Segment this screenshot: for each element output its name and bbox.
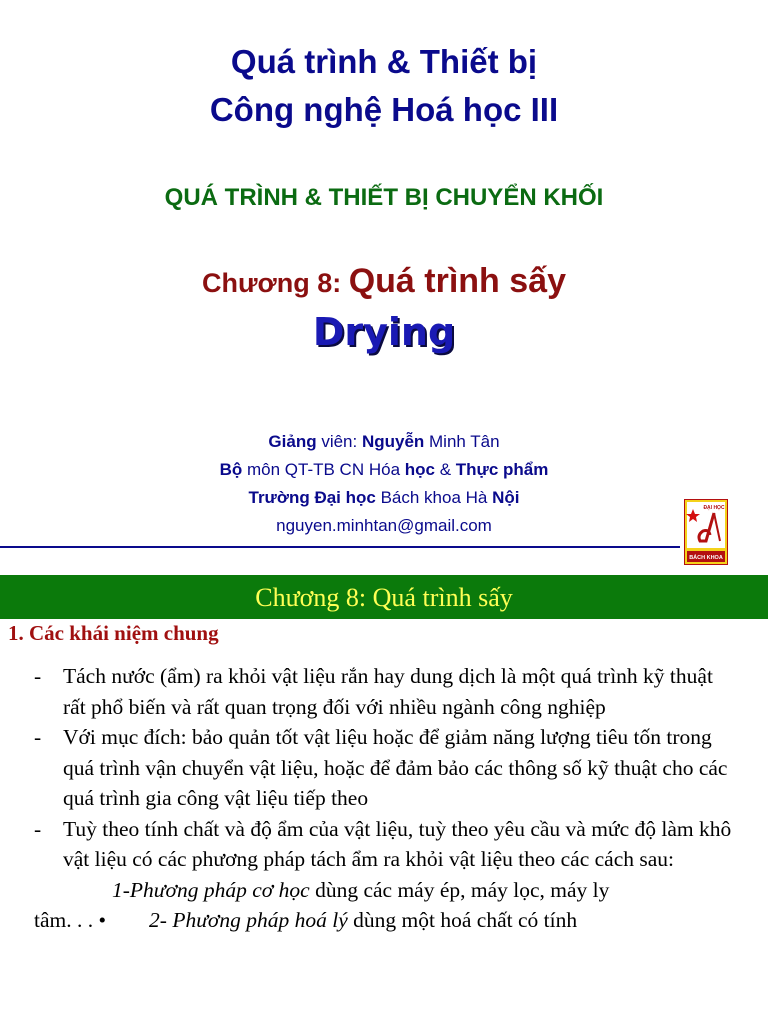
school-text-1: Bách khoa Hà xyxy=(375,488,493,507)
university-logo xyxy=(684,499,728,565)
dept-bold-3: Thực phẩm xyxy=(455,460,549,479)
bullet-dash: - xyxy=(34,816,42,841)
email-link[interactable]: nguyen.minhtan@gmail.com xyxy=(276,516,492,535)
dept-bold-2: học xyxy=(404,460,435,479)
lecturer-text: viên: xyxy=(316,432,362,451)
course-title-line1: Quá trình & Thiết bị xyxy=(230,43,538,80)
school-bold-2: Nội xyxy=(492,488,520,507)
lecturer-name-bold: Nguyễn xyxy=(361,432,425,451)
chapter-prefix: Chương 8: xyxy=(201,268,349,298)
title-divider xyxy=(0,546,680,548)
bullet-list xyxy=(0,661,768,936)
bullet-dash: - xyxy=(34,664,42,688)
section-heading: 1. Các khái niệm chung xyxy=(8,621,219,645)
bullet-dash: - xyxy=(34,725,42,749)
content-slide xyxy=(0,575,768,1024)
lecturer-label: Giảng xyxy=(268,432,317,451)
logo-text-top: ĐẠI HỌC xyxy=(703,505,725,511)
lecturer-name-rest: Minh Tân xyxy=(424,432,500,451)
department-line xyxy=(0,456,768,484)
method-1-name: 1-Phương pháp cơ học xyxy=(112,877,310,902)
method-1-text: dùng các máy ép, máy lọc, máy ly xyxy=(309,877,610,902)
method-2-name: 2- Phương pháp hoá lý xyxy=(149,908,348,932)
logo-text-bottom: BÁCH KHOA xyxy=(689,555,723,561)
school-line xyxy=(0,484,768,512)
bullet-item xyxy=(0,814,768,875)
bullet-text: Tuỳ theo tính chất và độ ẩm của vật liệu, tuỳ theo yêu cầu và mức độ làm khô vật liệu có các phương pháp tách ẩm ra khỏi vật liệu theo các cách sau: xyxy=(63,816,732,871)
slide-header-bar: Chương 8: Quá trình sấy xyxy=(0,575,768,619)
english-title: Drying xyxy=(312,310,456,354)
dept-text-1: môn QT-TB CN Hóa xyxy=(242,460,405,479)
dept-text-2: & xyxy=(434,460,456,479)
bullet-text: Với mục đích: bảo quản tốt vật liệu hoặc để giảm năng lượng tiêu tốn trong quá trình vận chuyển vật liệu, hoặc để đảm bảo các thông số kỹ thuật cho các quá trình gia công vật liệu tiếp theo xyxy=(63,725,728,810)
lecturer-info xyxy=(0,428,768,540)
course-title-line2: Công nghệ Hoá học III xyxy=(209,91,559,128)
method-line xyxy=(0,875,768,906)
bullet-text: Tách nước (ẩm) ra khỏi vật liệu rắn hay dung dịch là một quá trình kỹ thuật rất phổ biến và rất quan trọng đối với nhiều ngành công nghiệp xyxy=(63,664,713,719)
bullet-item xyxy=(0,661,768,722)
chapter-name: Quá trình sấy xyxy=(348,262,566,300)
tail-start: tâm. . . • xyxy=(34,908,150,932)
section-title: QUÁ TRÌNH & THIẾT BỊ CHUYỂN KHỐI xyxy=(164,184,604,211)
method-line-continued xyxy=(0,905,768,936)
chapter-title xyxy=(0,262,768,301)
bullet-item xyxy=(0,722,768,814)
method-2-text: dùng một hoá chất có tính xyxy=(347,908,578,932)
school-bold-1: Trường Đại học xyxy=(248,488,376,507)
lecturer-line xyxy=(0,428,768,456)
dept-bold-1: Bộ xyxy=(219,460,243,479)
